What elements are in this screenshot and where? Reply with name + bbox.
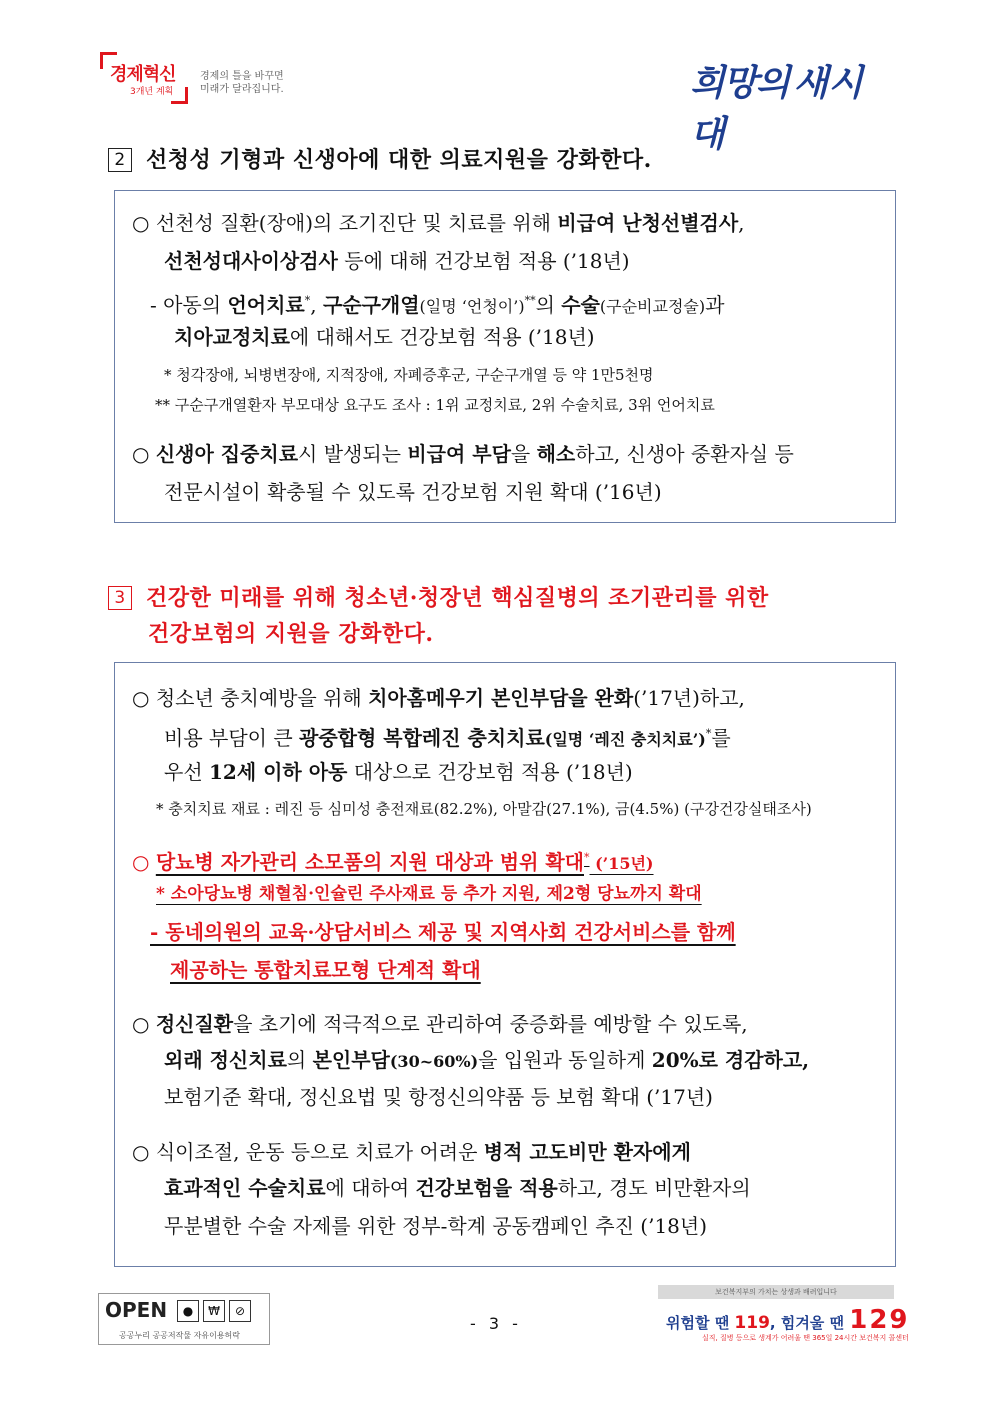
s3-bullet4-line1 [132, 1138, 691, 1166]
text: 를 [711, 726, 731, 750]
section-2-heading [108, 142, 652, 178]
emph-text: 20%로 경감하고, [651, 1048, 810, 1072]
emph-text: 광중합형 복합레진 충치치료 [299, 726, 545, 750]
logo-main-text: 경제혁신 [110, 64, 176, 85]
text: 하고, 경도 비만환자의 [557, 1176, 751, 1200]
s3-bullet1-line3 [164, 758, 633, 786]
s2-bullet1-line1 [132, 209, 745, 237]
text: 과 [705, 293, 725, 317]
footnote-mark: ** [524, 294, 536, 307]
text: , [310, 293, 323, 317]
economic-innovation-logo [100, 52, 188, 104]
s3-bullet2-sub-line1: - 동네의원의 교육·상담서비스 제공 및 지역사회 건강서비스를 함께 [150, 920, 736, 944]
emph-text: 당뇨병 자가관리 소모품의 지원 대상과 범위 확대 [155, 850, 584, 874]
emph-text: 건강보험을 적용 [415, 1176, 558, 1200]
slogan-line-2: 미래가 달라집니다. [200, 84, 284, 95]
slogan-line-1: 경제의 틀을 바꾸면 [200, 71, 284, 82]
text: 에 대하여 [325, 1176, 416, 1200]
page-number: - 3 - [470, 1314, 522, 1333]
emph-text: 정신질환 [155, 1012, 234, 1036]
text: 선천성 질환(장애)의 조기진단 및 치료를 위해 [155, 211, 558, 235]
bullet-marker: ○ [132, 686, 150, 710]
text: 을 초기에 적극적으로 관리하여 중증화를 예방할 수 있도록, [233, 1012, 748, 1036]
s3-bullet3-line2 [164, 1046, 809, 1076]
emph-text: 효과적인 수술치료 [164, 1176, 326, 1200]
s3-bullet1-line2 [164, 720, 731, 754]
logo-sub-text: 3개년 계획 [130, 87, 174, 97]
section-3-title-line1: 건강한 미래를 위해 청소년·청장년 핵심질병의 조기관리를 위한 [146, 585, 769, 611]
emph-text: 선천성대사이상검사 [164, 249, 338, 273]
s3-bullet3-line1 [132, 1010, 748, 1038]
emph-text: 외래 정신치료 [164, 1048, 287, 1072]
emph-text: 병적 고도비만 환자에게 [483, 1140, 691, 1164]
text: (’17년)하고, [633, 686, 745, 710]
emph-text: 구순구개열 [322, 293, 420, 317]
s2-note2: ** 구순구개열환자 부모대상 요구도 조사 : 1위 교정치료, 2위 수술치료, 3위 언어치료 [155, 396, 715, 414]
text: 의 [535, 293, 562, 317]
new-era-logo-b: 새시대 [690, 63, 863, 155]
s2-bullet1-line2 [164, 247, 630, 275]
emph-text: 본인부담 [312, 1048, 390, 1072]
bullet-marker: ○ [132, 850, 150, 874]
attribution-icon: ● [177, 1300, 199, 1322]
s3-bullet2-sub-line2: 제공하는 통합치료모형 단계적 확대 [170, 958, 481, 982]
text: 식이조절, 운동 등으로 치료가 어려운 [155, 1140, 484, 1164]
hotline-subtext: 실직, 질병 등으로 생계가 어려울 땐 365일 24시간 보건복지 콜센터 [702, 1334, 909, 1342]
text: , [738, 211, 745, 235]
emph-text: (30~60%) [389, 1052, 479, 1071]
bullet-marker: ○ [132, 1012, 150, 1036]
footnote-mark: * [705, 727, 712, 740]
text: 을 입원과 동일하게 [478, 1048, 652, 1072]
text: 을 [510, 442, 537, 466]
section-3-number: 3 [108, 586, 132, 610]
header-slogan [200, 70, 284, 96]
section-3-title-line2: 건강보험의 지원을 강화한다. [148, 621, 434, 647]
emph-text: 신생아 집중치료 [155, 442, 299, 466]
text: (일명 ‘언청이’) [419, 297, 525, 316]
text: 우선 [164, 760, 209, 784]
text: 하고, 신생아 중환자실 등 [575, 442, 794, 466]
s3-bullet1-line1 [132, 684, 745, 712]
section-2-number: 2 [108, 148, 132, 172]
bullet-marker: ○ [132, 1140, 150, 1164]
hotline-text-b: , 힘겨울 땐 [769, 1314, 850, 1332]
s2-sub1-line2 [174, 323, 595, 351]
emph-text: 12세 이하 아동 [209, 760, 348, 784]
emph-text: 치아홈메우기 본인부담을 완화 [368, 686, 634, 710]
section-3-heading [108, 580, 908, 652]
s2-bullet2-line1 [132, 440, 794, 468]
emph-text: 언어치료 [227, 293, 305, 317]
open-label: OPEN [105, 1298, 168, 1322]
s3-bullet1-note: * 충치치료 재료 : 레진 등 심미성 충전재료(82.2%), 아말감(27.1%), 금(4.5%) (구강건강실태조사) [156, 800, 812, 818]
bullet-marker: ○ [132, 442, 150, 466]
s2-note1: * 청각장애, 뇌병변장애, 지적장애, 자폐증후군, 구순구개열 등 약 1만5천명 [164, 366, 654, 384]
footnote-mark: * [304, 294, 311, 307]
hotline-119: 119 [734, 1313, 770, 1333]
no-derivatives-icon: ⊘ [229, 1300, 251, 1322]
s2-bullet2-line2: 전문시설이 확충될 수 있도록 건강보험 지원 확대 (’16년) [164, 480, 662, 504]
s3-bullet4-line2 [164, 1174, 751, 1202]
text: 청소년 충치예방을 위해 [155, 686, 369, 710]
text: 에 대해서도 건강보험 적용 (’18년) [289, 325, 595, 349]
section-2-title: 선청성 기형과 신생아에 대한 의료지원을 강화한다. [146, 147, 652, 173]
text: 비용 부담이 큰 [164, 726, 299, 750]
text: - 아동의 [150, 293, 228, 317]
kogl-open-license-badge [98, 1293, 270, 1345]
s3-bullet2-note: * 소아당뇨병 채혈침·인슐린 주사재료 등 추가 지원, 제2형 당뇨까지 확대 [156, 884, 702, 904]
logo-bracket-bottom-right [171, 87, 188, 104]
s3-bullet3-line3: 보험기준 확대, 정신요법 및 항정신의약품 등 보험 확대 (’17년) [164, 1085, 713, 1109]
text: 의 [286, 1048, 313, 1072]
hotline-main [666, 1305, 910, 1335]
bullet-marker: ○ [132, 211, 150, 235]
welfare-hotline-banner [658, 1285, 910, 1347]
s3-bullet4-line3: 무분별한 수술 자제를 위한 정부-학계 공동캠페인 추진 (’18년) [164, 1214, 708, 1238]
emph-text: 비급여 난청선별검사 [557, 211, 739, 235]
new-era-logo [690, 55, 890, 155]
s3-bullet2-line1 [132, 844, 654, 878]
text: 대상으로 건강보험 적용 (’18년) [347, 760, 633, 784]
noncommercial-icon: ₩ [203, 1300, 225, 1322]
open-caption: 공공누리 공공저작물 자유이용허락 [119, 1331, 241, 1340]
s2-sub1-line1 [150, 287, 724, 321]
emph-text: 치아교정치료 [174, 325, 290, 349]
emph-text: 수술 [561, 293, 600, 317]
text: 시 발생되는 [298, 442, 408, 466]
new-era-logo-a: 희망의 [690, 63, 789, 104]
footnote-mark: * [584, 851, 590, 864]
text: (’15년) [589, 854, 654, 873]
hotline-129: 129 [849, 1305, 910, 1335]
hotline-tagline: 보건복지부의 가치는 상생과 배려입니다 [658, 1285, 894, 1299]
emph-text: 해소 [536, 442, 576, 466]
emph-text: (일명 ‘레진 충치치료’) [544, 730, 706, 749]
emph-text: 비급여 부담 [407, 442, 511, 466]
text: 등에 대해 건강보험 적용 (’18년) [337, 249, 630, 273]
text: (구순비교정술) [599, 297, 706, 316]
hotline-text-a: 위험할 땐 [666, 1314, 735, 1332]
section-2-content-box [114, 190, 896, 523]
